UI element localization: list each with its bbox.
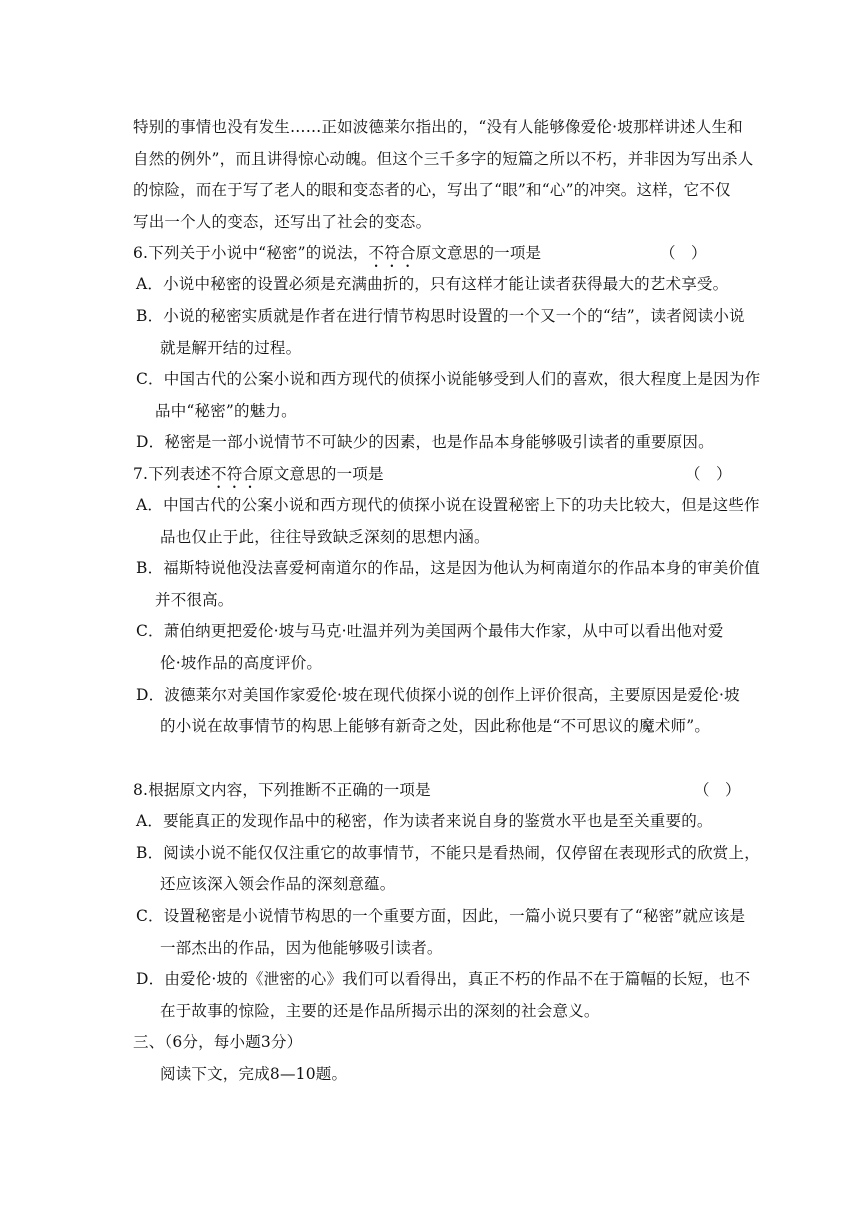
section-3-instruction: 阅读下文，完成8—10题。 (160, 1065, 348, 1083)
question-7-stem-text-end: 原文意思的一项是 (258, 465, 384, 483)
passage-line-3: 的惊险，而在于写了老人的眼和变态者的心，写出了“眼”和“心”的冲突。这样，它不仅 (133, 181, 731, 199)
question-6-option-d: D．秘密是一部小说情节不可缺少的因素，也是作品本身能够吸引读者的重要原因。 (136, 433, 714, 451)
question-7-stem (133, 464, 384, 492)
question-8-option-d-cont: 在于故事的惊险，主要的还是作品所揭示出的深刻的社会意义。 (160, 1002, 600, 1020)
question-6-stem-text: 6.下列关于小说中“秘密”的说法， (133, 244, 369, 262)
question-6-option-b-cont: 就是解开结的过程。 (160, 339, 302, 357)
question-7-option-a: A．中国古代的公案小说和西方现代的侦探小说在设置秘密上下的功夫比较大，但是这些作 (136, 496, 760, 514)
question-6-emphasis: 不符合 (368, 244, 416, 262)
question-6-option-b: B．小说的秘密实质就是作者在进行情节构思时设置的一个又一个的“结”，读者阅读小说 (136, 307, 745, 325)
question-7-emphasis: 不符合 (211, 465, 259, 483)
question-7-option-d: D．波德莱尔对美国作家爱伦·坡在现代侦探小说的创作上评价很高，主要原因是爱伦·坡 (136, 686, 740, 704)
question-7-option-a-cont: 品也仅止于此，往往导致缺乏深刻的思想内涵。 (160, 528, 490, 546)
question-8-option-c-cont: 一部杰出的作品，因为他能够吸引读者。 (160, 939, 443, 957)
question-6-option-c-cont: 品中“秘密”的魅力。 (155, 402, 297, 420)
question-8-answer-bracket: （ ） (694, 781, 741, 799)
question-8-option-b-cont: 还应该深入领会作品的深刻意蕴。 (160, 875, 396, 893)
question-8-stem: 8.根据原文内容，下列推断不正确的一项是 (133, 781, 431, 799)
question-8-option-a: A．要能真正的发现作品中的秘密，作为读者来说自身的鉴赏水平也是至关重要的。 (136, 812, 713, 830)
passage-line-1: 特别的事情也没有发生……正如波德莱尔指出的，“没有人能够像爱伦·坡那样讲述人生和 (133, 118, 743, 136)
question-7-option-b: B．福斯特说他没法喜爱柯南道尔的作品，这是因为他认为柯南道尔的作品本身的审美价值 (136, 559, 760, 577)
question-6-answer-bracket: （ ） (660, 244, 707, 262)
question-8-option-c: C．设置秘密是小说情节构思的一个重要方面，因此，一篇小说只要有了“秘密”就应该是 (136, 907, 746, 925)
passage-line-2: 自然的例外”，而且讲得惊心动魄。但这个三千多字的短篇之所以不朽，并非因为写出杀人 (133, 150, 754, 168)
question-7-option-d-cont: 的小说在故事情节的构思上能够有新奇之处，因此称他是“不可思议的魔术师”。 (160, 717, 711, 735)
question-6-option-a: A．小说中秘密的设置必须是充满曲折的，只有这样才能让读者获得最大的艺术享受。 (136, 275, 729, 293)
question-8-option-d: D．由爱伦·坡的《泄密的心》我们可以看得出，真正不朽的作品不在于篇幅的长短，也不 (136, 970, 751, 988)
question-7-option-c: C．萧伯纳更把爱伦·坡与马克·吐温并列为美国两个最伟大作家，从中可以看出他对爱 (136, 622, 724, 640)
section-3-heading: 三、（6分，每小题3分） (133, 1033, 303, 1051)
question-7-option-c-cont: 伦·坡作品的高度评价。 (160, 654, 323, 672)
question-6-stem (133, 243, 541, 271)
passage-line-4: 写出一个人的变态，还写出了社会的变态。 (133, 213, 432, 231)
question-7-stem-text: 7.下列表述 (133, 465, 211, 483)
question-8-option-b: B．阅读小说不能仅仅注重它的故事情节，不能只是看热闹，仅停留在表现形式的欣赏上， (136, 844, 760, 862)
question-7-answer-bracket: （ ） (685, 465, 732, 483)
question-7-option-b-cont: 并不很高。 (155, 591, 234, 609)
question-6-stem-text-end: 原文意思的一项是 (415, 244, 542, 262)
question-6-option-c: C．中国古代的公案小说和西方现代的侦探小说能够受到人们的喜欢，很大程度上是因为作 (136, 370, 761, 388)
